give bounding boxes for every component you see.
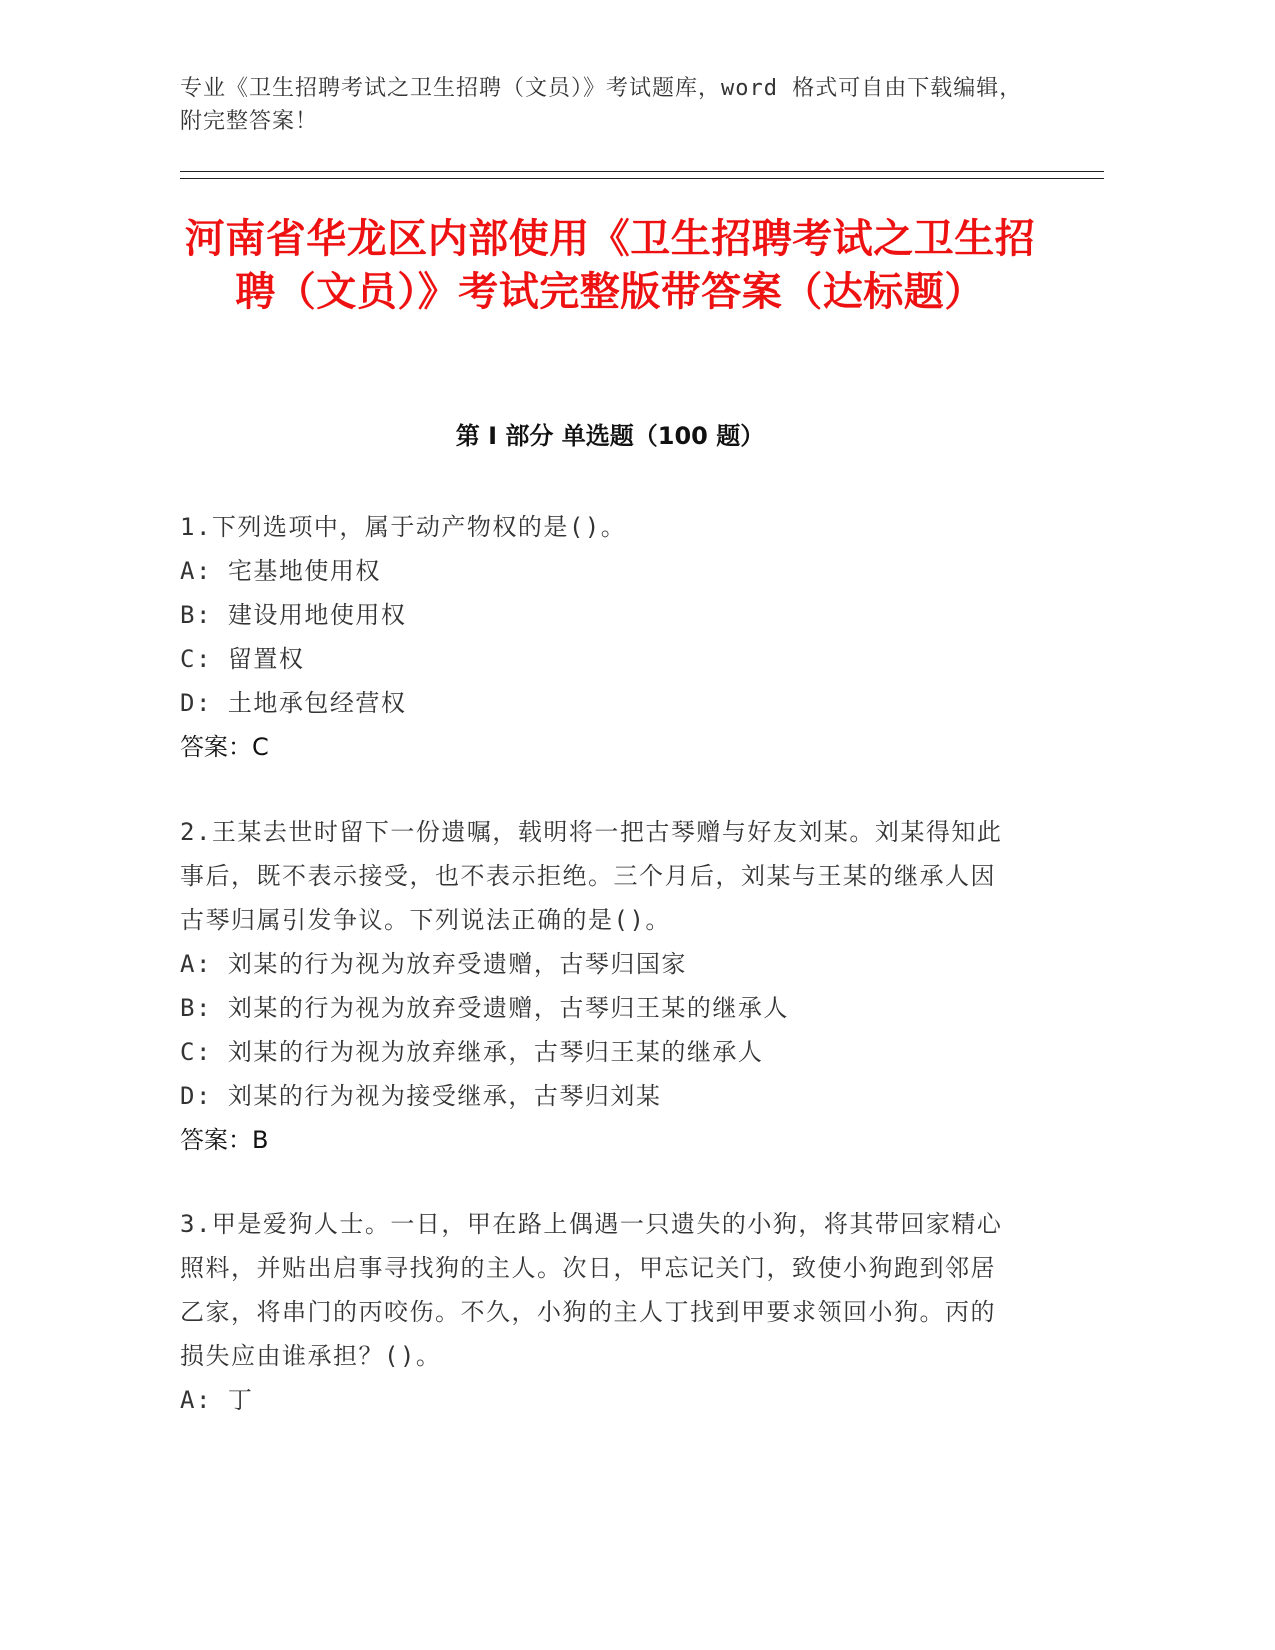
header-note: 专业《卫生招聘考试之卫生招聘（文员）》考试题库，word 格式可自由下载编辑，附完整答案！: [180, 76, 1023, 134]
option-b: B: 建设用地使用权: [180, 601, 407, 629]
option-a: A: 丁: [180, 1386, 254, 1414]
option-a: A: 宅基地使用权: [180, 557, 381, 585]
question-stem: 3.甲是爱狗人士。一日，甲在路上偶遇一只遗失的小狗，将其带回家精心照料，并贴出启事寻找狗的主人。次日，甲忘记关门，致使小狗跑到邻居乙家，将串门的丙咬伤。不久，小狗的主人丁找到甲要求领回小狗。丙的损失应由谁承担？()。: [180, 1210, 1003, 1370]
answer: 答案：B: [180, 1126, 269, 1154]
question-stem: 2.王某去世时留下一份遗嘱，载明将一把古琴赠与好友刘某。刘某得知此事后，既不表示接受，也不表示拒绝。三个月后，刘某与王某的继承人因古琴归属引发争议。下列说法正确的是()。: [180, 818, 1003, 934]
option-a: A: 刘某的行为视为放弃受遗赠，古琴归国家: [180, 950, 687, 978]
question-1: [180, 505, 1040, 769]
question-2: [180, 810, 1040, 1162]
answer: 答案：C: [180, 733, 269, 761]
section-heading: 第 I 部分 单选题（100 题）: [455, 422, 765, 450]
header-divider-bottom: [180, 178, 1104, 179]
option-d: D: 土地承包经营权: [180, 689, 407, 717]
option-c: C: 留置权: [180, 645, 305, 673]
question-3: [180, 1202, 1040, 1422]
option-c: C: 刘某的行为视为放弃继承，古琴归王某的继承人: [180, 1038, 764, 1066]
option-b: B: 刘某的行为视为放弃受遗赠，古琴归王某的继承人: [180, 994, 789, 1022]
document-title: 河南省华龙区内部使用《卫生招聘考试之卫生招聘（文员）》考试完整版带答案（达标题）: [184, 216, 1036, 315]
header-divider-top: [180, 171, 1104, 172]
question-stem: 1.下列选项中，属于动产物权的是()。: [180, 513, 627, 541]
option-d: D: 刘某的行为视为接受继承，古琴归刘某: [180, 1082, 662, 1110]
